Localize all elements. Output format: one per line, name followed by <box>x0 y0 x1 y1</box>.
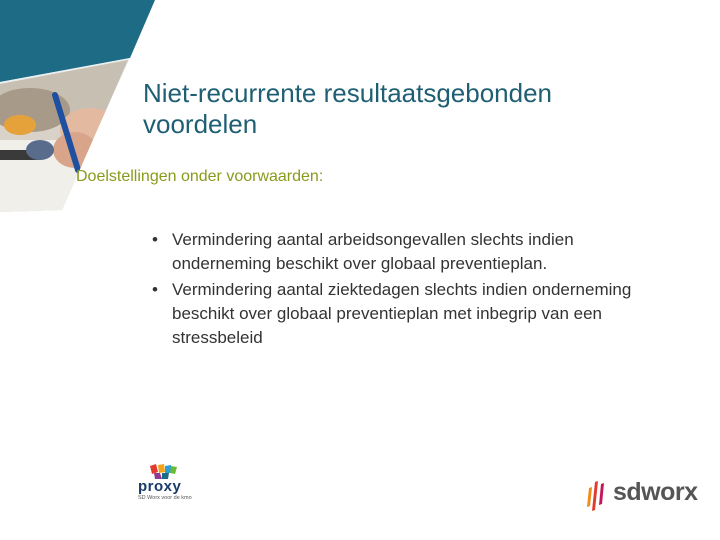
slide-title <box>143 78 663 140</box>
proxy-name: proxy <box>138 478 182 495</box>
proxy-logo <box>138 464 218 504</box>
bullet-marker: • <box>152 280 158 299</box>
proxy-tagline: SD Worx voor de kmo <box>138 495 192 501</box>
title-line-2: voordelen <box>143 109 258 139</box>
sdworx-logo-icon <box>585 476 611 512</box>
title-line-1: Niet-recurrente resultaatsgebonden <box>143 78 553 108</box>
bullet-text: Vermindering aantal arbeidsongevallen slechts indien onderneming beschikt over globaal preventieplan. <box>172 230 574 273</box>
sdworx-name: sdworx <box>613 478 698 506</box>
bullet-text: Vermindering aantal ziektedagen slechts indien onderneming beschikt over globaal preventieplan met inbegrip van een stressbeleid <box>172 280 632 347</box>
bullet-item <box>152 228 672 276</box>
bullet-marker: • <box>152 230 158 249</box>
sdworx-logo <box>585 476 698 512</box>
bullet-item <box>152 278 672 350</box>
bullet-list <box>152 228 672 352</box>
slide-subtitle: Doelstellingen onder voorwaarden: <box>76 168 324 185</box>
